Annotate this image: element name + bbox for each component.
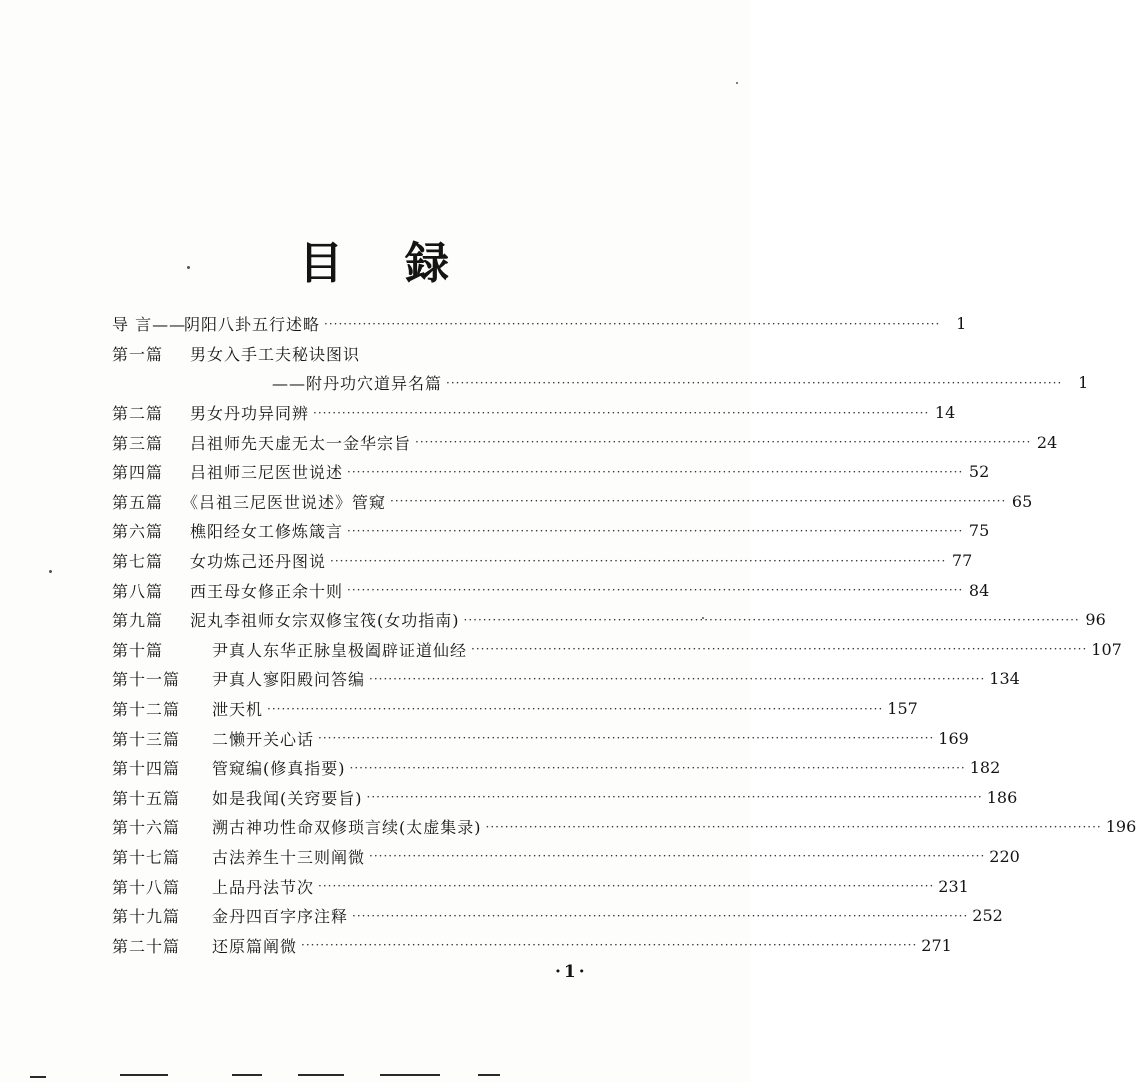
- toc-entry-number: 第十四篇: [112, 759, 181, 779]
- toc-entry-page: 65: [1011, 491, 1033, 511]
- toc-entry-title: 吕祖师先天虚无太一金华宗旨: [190, 433, 412, 453]
- toc-entry: [112, 783, 1018, 813]
- toc-entry-page: 84: [968, 580, 990, 600]
- toc-leader-dots: [390, 493, 1006, 509]
- toc-entry-page: 271: [921, 935, 952, 955]
- toc-entry-title: 上品丹法节次: [212, 877, 315, 897]
- scan-edge-mark: [232, 1074, 262, 1076]
- toc-entry-page: 157: [887, 699, 918, 719]
- toc-entry: [112, 516, 990, 546]
- toc-entry: [112, 664, 1020, 694]
- scan-speck: [187, 266, 190, 269]
- toc-entry-number: 第十五篇: [112, 788, 181, 808]
- table-of-contents: [112, 309, 1136, 960]
- toc-entry-number: 导 言——: [112, 315, 187, 335]
- toc-entry-title: 《吕祖三尼医世说述》管窥: [182, 492, 387, 512]
- toc-leader-dots: [446, 375, 1062, 391]
- toc-leader-dots: [486, 819, 1102, 835]
- toc-entry-title: 尹真人寥阳殿问答编: [212, 670, 366, 690]
- toc-entry-title: 男女丹功异同辨: [190, 404, 310, 424]
- toc-entry: [112, 842, 1020, 872]
- toc-entry-page: 186: [986, 787, 1018, 807]
- toc-entry-page: 107: [1091, 639, 1122, 659]
- toc-entry-page: 196: [1105, 817, 1136, 837]
- toc-entry: [112, 812, 1136, 842]
- toc-entry-page: 77: [951, 551, 973, 571]
- toc-entry-page: 252: [972, 906, 1003, 926]
- toc-entry-number: 第九篇: [112, 611, 164, 631]
- page-title: [0, 236, 750, 292]
- toc-entry-number: 第八篇: [112, 581, 164, 601]
- toc-entry-title: 西王母女修正余十则: [190, 581, 344, 601]
- toc-entry-page: 1: [956, 314, 967, 334]
- toc-entry-title: 女功炼己还丹图说: [190, 552, 327, 572]
- toc-entry-number: 第十八篇: [112, 877, 181, 897]
- toc-entry-page: 52: [968, 462, 990, 482]
- toc-leader-dots: [347, 523, 963, 539]
- toc-entry-number: 第十七篇: [112, 847, 181, 867]
- toc-leader-dots: [313, 405, 929, 421]
- toc-entry: [112, 309, 967, 339]
- toc-entry-number: 第七篇: [112, 552, 164, 572]
- toc-entry: [112, 457, 990, 487]
- toc-entry-title: 古法养生十三则阐微: [212, 847, 366, 867]
- toc-entry-number: 第十六篇: [112, 818, 181, 838]
- toc-entry-title: 泥丸李祖师女宗双修宝筏(女功指南): [190, 611, 460, 631]
- scan-speck: [49, 570, 52, 573]
- toc-entry-number: 第二篇: [112, 404, 164, 424]
- toc-entry-number: 第二十篇: [112, 936, 181, 956]
- toc-leader-dots: [415, 434, 1031, 450]
- toc-leader-dots: [350, 760, 966, 776]
- scan-speck: [702, 617, 704, 619]
- toc-entry: [112, 930, 952, 960]
- scan-edge-mark: [298, 1074, 344, 1076]
- toc-entry-page: 231: [938, 876, 969, 896]
- toc-entry-title: 溯古神功性命双修琐言续(太虚集录): [212, 818, 482, 838]
- toc-entry-title: 管窥编(修真指要): [212, 759, 346, 779]
- toc-entry-page: 134: [989, 669, 1020, 689]
- toc-leader-dots: [318, 878, 934, 894]
- toc-leader-dots: [369, 671, 985, 687]
- toc-entry-title: 吕祖师三尼医世说述: [190, 463, 344, 483]
- toc-entry-number: 第一篇: [112, 344, 164, 364]
- toc-entry-number: 第六篇: [112, 522, 164, 542]
- toc-entry: [112, 575, 990, 605]
- toc-entry: [112, 871, 969, 901]
- toc-leader-dots: [347, 464, 963, 480]
- toc-entry-page: 220: [989, 846, 1020, 866]
- title-char-2: 録: [405, 238, 451, 289]
- toc-entry: [112, 723, 969, 753]
- toc-leader-dots: [464, 612, 1080, 628]
- toc-entry-number: 第十一篇: [112, 670, 181, 690]
- toc-entry-subtitle: [112, 368, 1089, 398]
- toc-entry-page: 169: [938, 728, 969, 748]
- scan-speck: [736, 82, 738, 84]
- toc-entry-number: 第五篇: [112, 492, 164, 512]
- toc-leader-dots: [352, 908, 968, 924]
- toc-entry-page: 24: [1036, 432, 1058, 452]
- toc-entry-number: 第十九篇: [112, 907, 181, 927]
- toc-entry-page: 182: [969, 758, 1001, 778]
- toc-entry-number: 第三篇: [112, 433, 164, 453]
- toc-entry: [112, 753, 1001, 783]
- title-char-1: 目: [299, 238, 345, 289]
- toc-leader-dots: [301, 937, 917, 953]
- toc-leader-dots: [369, 848, 985, 864]
- toc-entry-page: 96: [1085, 610, 1106, 630]
- toc-entry: [112, 605, 1106, 635]
- scan-edge-mark: [380, 1074, 440, 1076]
- toc-entry: [112, 427, 1058, 457]
- toc-entry-title: 尹真人东华正脉皇极阖辟证道仙经: [212, 640, 468, 660]
- toc-entry-title: 男女入手工夫秘诀图识: [190, 344, 361, 364]
- toc-entry: [112, 635, 1122, 665]
- toc-entry: [112, 694, 918, 724]
- page-number: ·1·: [555, 962, 588, 982]
- toc-entry-title: 樵阳经女工修炼箴言: [190, 522, 344, 542]
- toc-entry-number: 第十篇: [112, 640, 164, 660]
- toc-leader-dots: [347, 582, 963, 598]
- toc-leader-dots: [471, 641, 1087, 657]
- toc-leader-dots: [367, 789, 983, 805]
- toc-leader-dots: [318, 730, 934, 746]
- toc-entry: [112, 901, 1003, 931]
- toc-entry-title: ——附丹功穴道异名篇: [272, 374, 443, 394]
- scan-edge-mark: [478, 1074, 500, 1076]
- toc-entry: [112, 398, 956, 428]
- toc-leader-dots: [330, 553, 946, 569]
- toc-entry-number: 第十二篇: [112, 700, 181, 720]
- toc-entry: [112, 339, 630, 369]
- toc-entry-number: 第十三篇: [112, 729, 181, 749]
- toc-leader-dots: [267, 701, 883, 717]
- toc-entry-title: 二懒开关心话: [212, 729, 315, 749]
- toc-entry-title: 还原篇阐微: [212, 936, 298, 956]
- toc-entry: [112, 487, 1033, 517]
- toc-entry-title: 泄天机: [212, 700, 264, 720]
- toc-entry-page: 1: [1078, 373, 1089, 393]
- toc-entry: [112, 546, 973, 576]
- toc-entry-number: 第四篇: [112, 463, 164, 483]
- toc-entry-page: 75: [968, 521, 990, 541]
- toc-entry-title: 阴阳八卦五行述略: [184, 315, 321, 335]
- toc-leader-dots: [324, 316, 940, 332]
- toc-entry-page: 14: [934, 403, 956, 423]
- scan-edge-mark: [30, 1076, 46, 1078]
- toc-entry-title: 金丹四百字序注释: [212, 907, 349, 927]
- toc-entry-title: 如是我闻(关窍要旨): [212, 788, 363, 808]
- scan-edge-mark: [120, 1074, 168, 1076]
